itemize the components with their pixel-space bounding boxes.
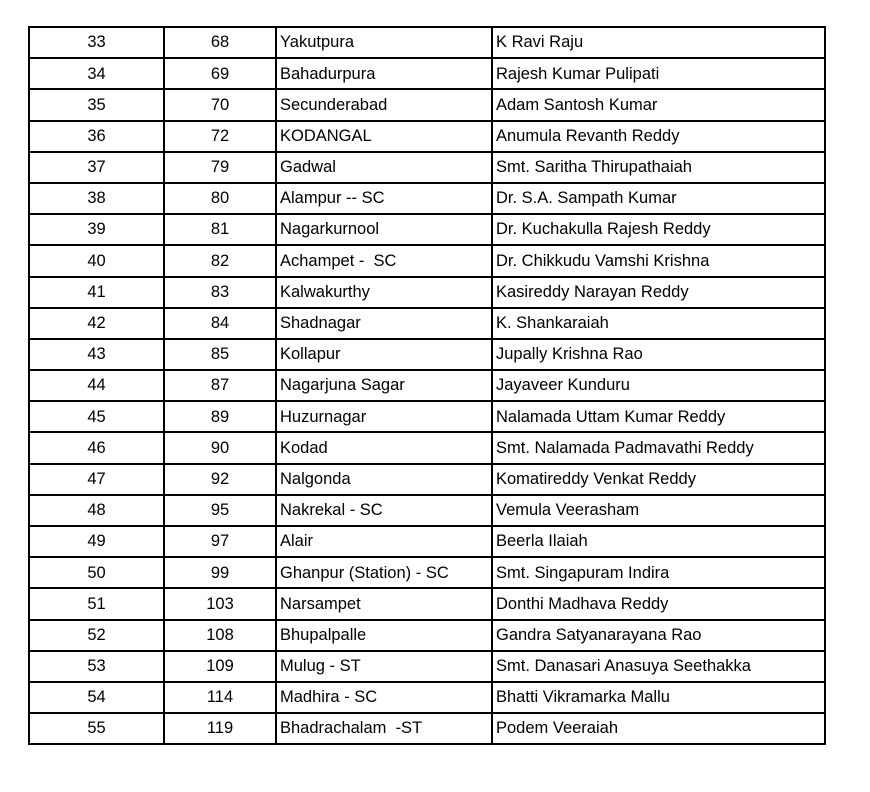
constituency-name-cell: Bhadrachalam -ST bbox=[276, 713, 492, 744]
constituency-number-cell: 92 bbox=[164, 464, 276, 495]
constituency-name-cell: Yakutpura bbox=[276, 27, 492, 58]
constituency-number-cell: 82 bbox=[164, 245, 276, 276]
constituency-number-cell: 87 bbox=[164, 370, 276, 401]
constituency-name-cell: KODANGAL bbox=[276, 121, 492, 152]
serial-number-cell: 38 bbox=[29, 183, 164, 214]
constituency-number-cell: 72 bbox=[164, 121, 276, 152]
table-body bbox=[29, 27, 825, 744]
constituency-name-cell: Kalwakurthy bbox=[276, 277, 492, 308]
serial-number-cell: 48 bbox=[29, 495, 164, 526]
constituency-number-cell: 99 bbox=[164, 557, 276, 588]
table-row bbox=[29, 588, 825, 619]
table-row bbox=[29, 152, 825, 183]
constituency-name-cell: Alair bbox=[276, 526, 492, 557]
constituency-name-cell: Mulug - ST bbox=[276, 651, 492, 682]
serial-number-cell: 34 bbox=[29, 58, 164, 89]
table-row bbox=[29, 495, 825, 526]
constituency-number-cell: 80 bbox=[164, 183, 276, 214]
serial-number-cell: 51 bbox=[29, 588, 164, 619]
serial-number-cell: 40 bbox=[29, 245, 164, 276]
serial-number-cell: 41 bbox=[29, 277, 164, 308]
constituency-number-cell: 79 bbox=[164, 152, 276, 183]
candidate-name-cell: Jayaveer Kunduru bbox=[492, 370, 825, 401]
table-row bbox=[29, 89, 825, 120]
constituency-number-cell: 83 bbox=[164, 277, 276, 308]
serial-number-cell: 47 bbox=[29, 464, 164, 495]
table-row bbox=[29, 526, 825, 557]
constituency-number-cell: 89 bbox=[164, 401, 276, 432]
serial-number-cell: 43 bbox=[29, 339, 164, 370]
constituency-number-cell: 119 bbox=[164, 713, 276, 744]
serial-number-cell: 55 bbox=[29, 713, 164, 744]
candidate-name-cell: Smt. Saritha Thirupathaiah bbox=[492, 152, 825, 183]
serial-number-cell: 53 bbox=[29, 651, 164, 682]
serial-number-cell: 42 bbox=[29, 308, 164, 339]
candidate-name-cell: Komatireddy Venkat Reddy bbox=[492, 464, 825, 495]
table-row bbox=[29, 432, 825, 463]
constituency-name-cell: Shadnagar bbox=[276, 308, 492, 339]
candidate-name-cell: Smt. Nalamada Padmavathi Reddy bbox=[492, 432, 825, 463]
table-row bbox=[29, 682, 825, 713]
constituency-name-cell: Gadwal bbox=[276, 152, 492, 183]
table-row bbox=[29, 339, 825, 370]
constituency-number-cell: 97 bbox=[164, 526, 276, 557]
candidate-name-cell: Smt. Danasari Anasuya Seethakka bbox=[492, 651, 825, 682]
table-row bbox=[29, 308, 825, 339]
table-row bbox=[29, 620, 825, 651]
table-row bbox=[29, 557, 825, 588]
table-row bbox=[29, 713, 825, 744]
constituency-number-cell: 84 bbox=[164, 308, 276, 339]
serial-number-cell: 33 bbox=[29, 27, 164, 58]
constituency-name-cell: Narsampet bbox=[276, 588, 492, 619]
candidate-name-cell: Kasireddy Narayan Reddy bbox=[492, 277, 825, 308]
constituency-name-cell: Huzurnagar bbox=[276, 401, 492, 432]
table-row bbox=[29, 401, 825, 432]
constituency-number-cell: 103 bbox=[164, 588, 276, 619]
constituency-name-cell: Madhira - SC bbox=[276, 682, 492, 713]
serial-number-cell: 45 bbox=[29, 401, 164, 432]
constituency-number-cell: 70 bbox=[164, 89, 276, 120]
constituency-number-cell: 69 bbox=[164, 58, 276, 89]
candidate-name-cell: Dr. Chikkudu Vamshi Krishna bbox=[492, 245, 825, 276]
serial-number-cell: 39 bbox=[29, 214, 164, 245]
candidate-name-cell: Podem Veeraiah bbox=[492, 713, 825, 744]
candidate-name-cell: Donthi Madhava Reddy bbox=[492, 588, 825, 619]
candidate-name-cell: Adam Santosh Kumar bbox=[492, 89, 825, 120]
table-row bbox=[29, 464, 825, 495]
serial-number-cell: 35 bbox=[29, 89, 164, 120]
constituency-name-cell: Bahadurpura bbox=[276, 58, 492, 89]
serial-number-cell: 37 bbox=[29, 152, 164, 183]
constituency-name-cell: Bhupalpalle bbox=[276, 620, 492, 651]
constituency-name-cell: Alampur -- SC bbox=[276, 183, 492, 214]
table-row bbox=[29, 121, 825, 152]
serial-number-cell: 44 bbox=[29, 370, 164, 401]
constituency-number-cell: 95 bbox=[164, 495, 276, 526]
constituency-name-cell: Kollapur bbox=[276, 339, 492, 370]
candidate-name-cell: Bhatti Vikramarka Mallu bbox=[492, 682, 825, 713]
table-row bbox=[29, 370, 825, 401]
candidate-name-cell: Vemula Veerasham bbox=[492, 495, 825, 526]
table-row bbox=[29, 183, 825, 214]
candidate-name-cell: Beerla Ilaiah bbox=[492, 526, 825, 557]
candidate-name-cell: Smt. Singapuram Indira bbox=[492, 557, 825, 588]
serial-number-cell: 54 bbox=[29, 682, 164, 713]
constituency-number-cell: 114 bbox=[164, 682, 276, 713]
constituency-number-cell: 108 bbox=[164, 620, 276, 651]
serial-number-cell: 36 bbox=[29, 121, 164, 152]
table-row bbox=[29, 58, 825, 89]
candidate-name-cell: K Ravi Raju bbox=[492, 27, 825, 58]
constituency-name-cell: Ghanpur (Station) - SC bbox=[276, 557, 492, 588]
candidate-name-cell: Jupally Krishna Rao bbox=[492, 339, 825, 370]
constituency-name-cell: Nakrekal - SC bbox=[276, 495, 492, 526]
constituency-name-cell: Nagarkurnool bbox=[276, 214, 492, 245]
serial-number-cell: 49 bbox=[29, 526, 164, 557]
constituency-name-cell: Achampet - SC bbox=[276, 245, 492, 276]
candidate-name-cell: Anumula Revanth Reddy bbox=[492, 121, 825, 152]
constituency-number-cell: 90 bbox=[164, 432, 276, 463]
constituency-number-cell: 85 bbox=[164, 339, 276, 370]
table-row bbox=[29, 245, 825, 276]
table-row bbox=[29, 651, 825, 682]
table-row bbox=[29, 277, 825, 308]
candidate-list-table bbox=[28, 26, 826, 745]
constituency-name-cell: Nagarjuna Sagar bbox=[276, 370, 492, 401]
serial-number-cell: 50 bbox=[29, 557, 164, 588]
candidate-name-cell: Gandra Satyanarayana Rao bbox=[492, 620, 825, 651]
candidate-name-cell: Rajesh Kumar Pulipati bbox=[492, 58, 825, 89]
constituency-number-cell: 81 bbox=[164, 214, 276, 245]
serial-number-cell: 52 bbox=[29, 620, 164, 651]
candidate-name-cell: Nalamada Uttam Kumar Reddy bbox=[492, 401, 825, 432]
constituency-number-cell: 109 bbox=[164, 651, 276, 682]
constituency-name-cell: Nalgonda bbox=[276, 464, 492, 495]
serial-number-cell: 46 bbox=[29, 432, 164, 463]
constituency-name-cell: Secunderabad bbox=[276, 89, 492, 120]
constituency-name-cell: Kodad bbox=[276, 432, 492, 463]
table-row bbox=[29, 214, 825, 245]
candidate-name-cell: K. Shankaraiah bbox=[492, 308, 825, 339]
candidate-name-cell: Dr. Kuchakulla Rajesh Reddy bbox=[492, 214, 825, 245]
constituency-number-cell: 68 bbox=[164, 27, 276, 58]
candidate-name-cell: Dr. S.A. Sampath Kumar bbox=[492, 183, 825, 214]
table-row bbox=[29, 27, 825, 58]
